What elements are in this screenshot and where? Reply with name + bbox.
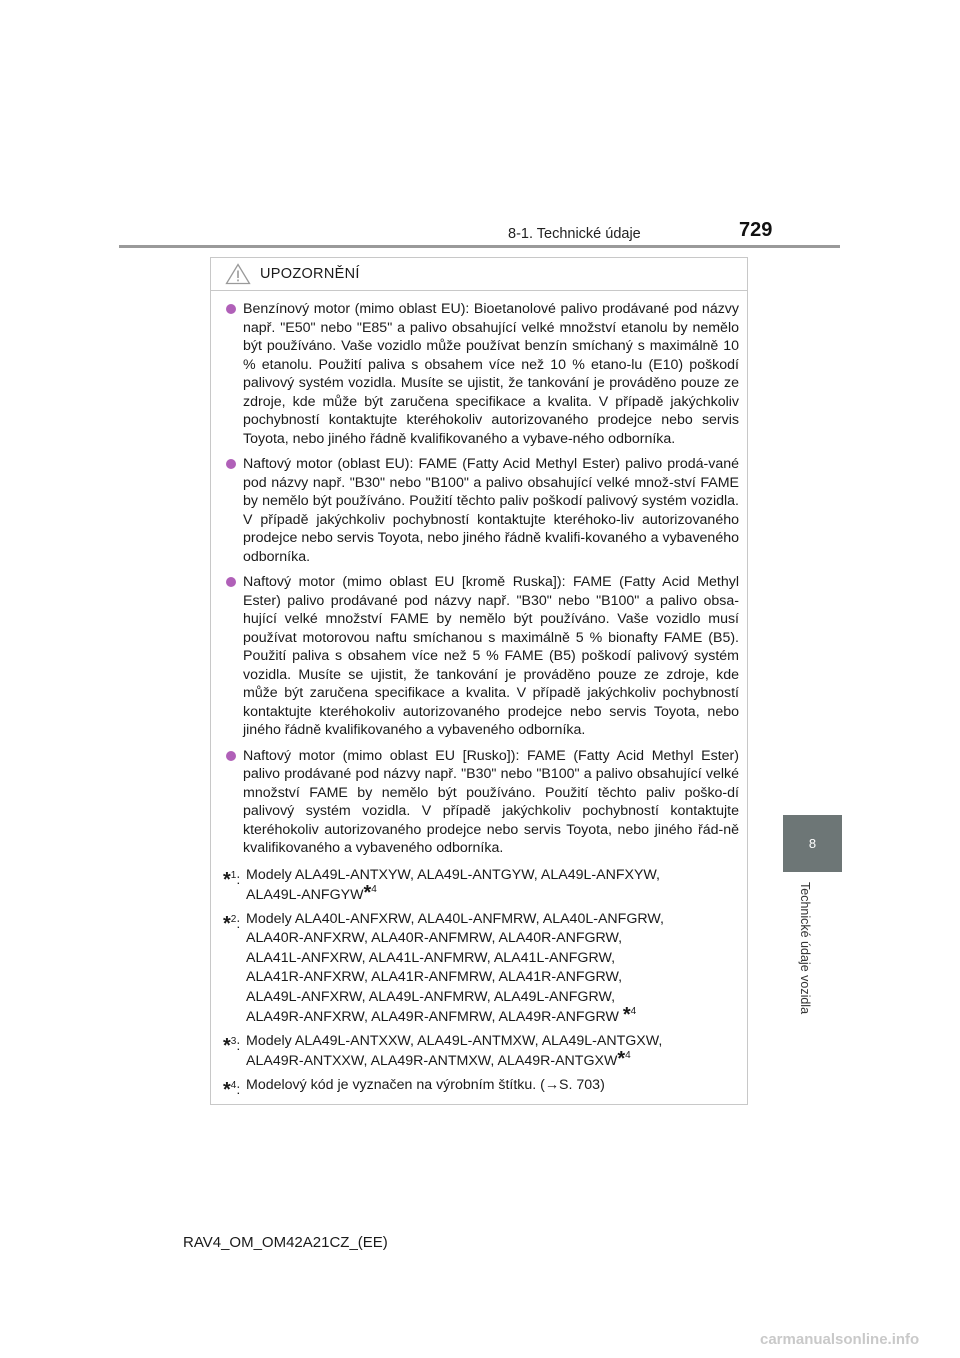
footnote-number: 4	[230, 1079, 237, 1091]
footnote-line-text: Modelový kód je vyznačen na výrobním štítku. (→S. 703)	[246, 1076, 605, 1093]
bullet-item	[223, 573, 739, 740]
footnote-line-text: ALA49L-ANFGYW	[246, 887, 364, 903]
footnote-line-text: ALA41L-ANFXRW, ALA41L-ANFMRW, ALA41L-ANFGRW,	[246, 949, 616, 966]
bullet-text: Benzínový motor (mimo oblast EU): Bioetanolové palivo prodávané pod názvy např. "E50" nebo "E85" a palivo obsahující velké množství etanolu by nemělo být používáno. Vaše vozidlo může používat benzín smíchaný s maximálně 10 % etanolu. Použití paliva s obsahem více než 10 % etano-lu (E10) poškodí palivový systém vozidla. Musíte se ujistit, že tankování je prováděno pouze ze zdroje, kde může být zaručena specifikace a kvalita. V případě jakýchkoliv pochybností kontaktujte kteréhokoliv autorizovaného prodejce nebo servis Toyota, nebo jiného řádně kvalifikovaného a vybave-ného odborníka.	[243, 301, 739, 447]
reference-star: *	[363, 882, 372, 904]
bullet-item	[223, 747, 739, 858]
watermark: carmanualsonline.info	[760, 1331, 920, 1348]
footnote-line-text: Modely ALA49L-ANTXYW, ALA49L-ANTGYW, ALA49L-ANFXYW,	[246, 866, 660, 883]
caution-header	[211, 258, 747, 291]
footnote-line-text: Modely ALA49L-ANTXXW, ALA49L-ANTMXW, ALA49L-ANTGXW,	[246, 1032, 663, 1049]
reference-star: *	[622, 1004, 631, 1026]
bullet-list	[223, 300, 739, 858]
footnote-line-text: Modely ALA40L-ANFXRW, ALA40L-ANFMRW, ALA40L-ANFGRW,	[246, 910, 664, 927]
footnote-line-text: ALA40R-ANFXRW, ALA40R-ANFMRW, ALA40R-ANFGRW,	[246, 930, 623, 946]
footnote-line	[246, 949, 739, 969]
reference-star: *	[617, 1048, 626, 1070]
chapter-tab[interactable]	[783, 815, 842, 872]
footnote	[223, 1076, 739, 1101]
footnote-marker: *$^3$:	[223, 1034, 241, 1057]
footnote-line	[246, 1004, 739, 1028]
footnote-line	[246, 882, 739, 906]
document-code: RAV4_OM_OM42A21CZ_(EE)	[183, 1234, 388, 1251]
footnote-reference	[623, 1004, 636, 1026]
footnote-number: 3	[230, 1035, 237, 1047]
footnote-line	[246, 910, 739, 930]
caution-body	[211, 300, 747, 1101]
page-number: 729	[739, 219, 773, 241]
caution-title: UPOZORNĚNÍ	[260, 266, 360, 282]
chapter-number: 8	[808, 836, 817, 851]
footnote-star: *	[223, 1078, 231, 1101]
footnote	[223, 910, 739, 1028]
reference-number: 4	[371, 884, 377, 895]
footnote-line	[246, 1032, 739, 1052]
footnote-line-text: ALA41R-ANFXRW, ALA41R-ANFMRW, ALA41R-ANFGRW,	[246, 969, 623, 985]
chapter-label: Technické údaje vozidla	[798, 882, 812, 1015]
footnote-reference	[363, 882, 376, 904]
footnote-line-text: ALA49R-ANFXRW, ALA49R-ANFMRW, ALA49R-ANFGRW	[246, 1009, 619, 1025]
footnote-line	[246, 968, 739, 988]
footnote-star: *	[223, 1034, 231, 1057]
footnote-line-text: ALA49L-ANFXRW, ALA49L-ANFMRW, ALA49L-ANFGRW,	[246, 988, 616, 1005]
reference-number: 4	[625, 1050, 631, 1061]
footnote-number: 2	[230, 913, 237, 925]
footnote-line	[246, 1048, 739, 1072]
footnote-marker: *$^2$:	[223, 912, 241, 935]
reference-number: 4	[630, 1006, 637, 1017]
footnote-marker: *$^4$:	[223, 1078, 241, 1101]
bullet-item	[223, 455, 739, 566]
bullet-item	[223, 300, 739, 448]
caution-box	[210, 257, 748, 1105]
footnote-marker: *$^1$:	[223, 868, 241, 891]
footnote-line	[246, 988, 739, 1008]
bullet-dot-icon	[226, 304, 236, 314]
section-title: 8-1. Technické údaje	[508, 226, 641, 242]
bullet-text: Naftový motor (oblast EU): FAME (Fatty Acid Methyl Ester) palivo prodá-vané pod názvy např. "B30" nebo "B100" a palivo obsahující velké množ-ství FAME by nemělo být používáno. Použití těchto paliv poškodí palivový systém vozidla. V případě jakýchkoliv pochybností kontaktujte kteréhoko-liv autorizovaného prodejce nebo servis Toyota, nebo jiného řádně kvalifi-kovaného a vybaveného odborníka.	[243, 456, 739, 565]
bullet-text: Naftový motor (mimo oblast EU [kromě Ruska]): FAME (Fatty Acid Methyl Ester) palivo prodávané pod názvy např. "B30" nebo "B100" a palivo obsa-hující velké množství FAME by nemělo být používáno. Vaše vozidlo musí používat motorovou naftu smíchanou s maximálně 5 % bionafty FAME (B5). Použití paliva s obsahem více než 5 % FAME (B5) poškodí palivový systém vozidla. Musíte se ujistit, že tankování je prováděno pouze ze zdroje, kde může být zaručena specifikace a kvalita. V případě jakýchkoliv pochybností kontaktujte kteréhokoliv autorizovaného prodejce nebo servis Toyota, nebo jiného řádně kvalifikovaného a vybaveného odborníka.	[243, 574, 739, 738]
footnote-reference	[617, 1048, 630, 1070]
bullet-text: Naftový motor (mimo oblast EU [Rusko]): FAME (Fatty Acid Methyl Ester) palivo prodávané pod názvy např. "B30" nebo "B100" a palivo obsahující velké množství FAME by nemělo být používáno. Použití těchto paliv poško-dí palivový systém vozidla. V případě jakýchkoliv pochybností kontaktujte kteréhokoliv autorizovaného prodejce nebo servis Toyota, nebo jiného řád-ně kvalifikovaného a vybaveného odborníka.	[243, 747, 739, 856]
footnote-line-text: ALA49R-ANTXXW, ALA49R-ANTMXW, ALA49R-ANTGXW	[246, 1053, 618, 1069]
bullet-dot-icon	[226, 577, 236, 587]
header-divider	[119, 245, 840, 248]
warning-triangle-icon	[225, 263, 251, 285]
footnote-line	[246, 929, 739, 949]
footnote	[223, 866, 739, 906]
footnote-star: *	[223, 912, 231, 935]
footnote-star: *	[223, 868, 231, 891]
footnote-line	[246, 866, 739, 886]
footnote-number: 1	[230, 869, 237, 881]
footnote-line	[246, 1076, 739, 1096]
footnote-list	[223, 866, 739, 1101]
bullet-dot-icon	[226, 459, 236, 469]
footnote	[223, 1032, 739, 1072]
bullet-dot-icon	[226, 751, 236, 761]
